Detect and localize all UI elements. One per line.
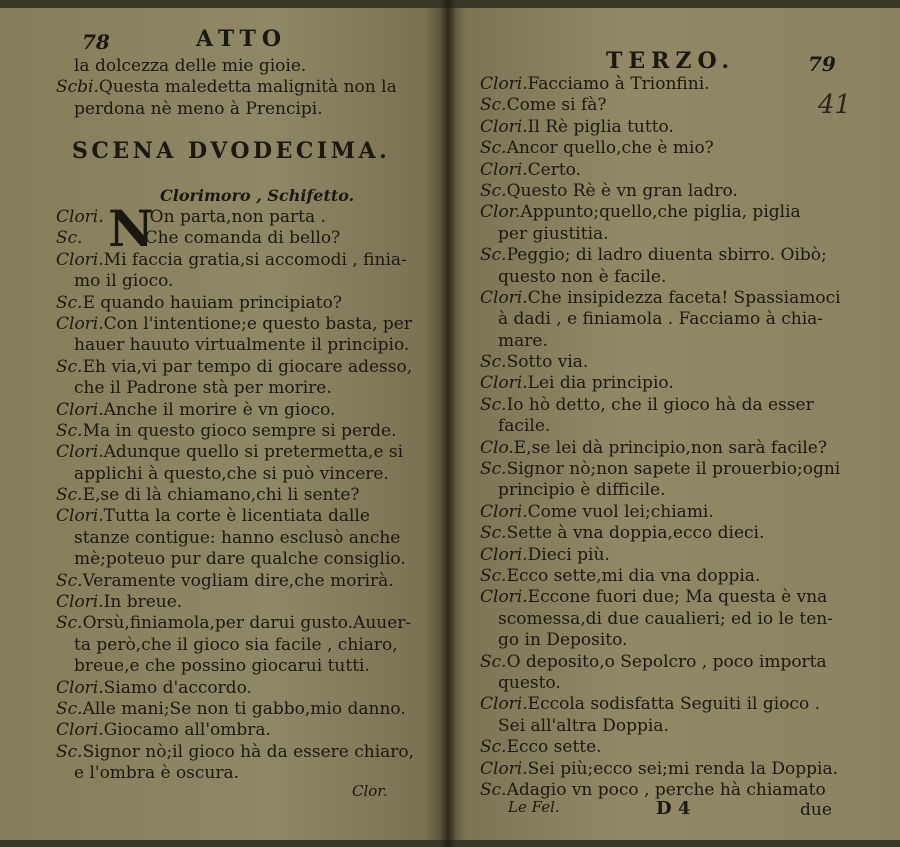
speaker-label: Clori. [56, 399, 104, 420]
line-text: la dolcezza delle mie gioie. [74, 56, 307, 76]
line-text: Signor nò;il gioco hà da essere chiaro, [82, 741, 415, 762]
line-text: Eccone fuori due; Ma questa è vna [527, 587, 828, 608]
line-text: Orsù,finiamola,per darui gusto.Auuer- [82, 613, 412, 634]
text-line [56, 77, 397, 98]
text-line [56, 378, 414, 399]
text-line [480, 160, 841, 181]
speaker-label: Sc. [56, 485, 83, 506]
line-text: Ma in questo gioco sempre si perde. [82, 420, 397, 441]
line-text: go in Deposito. [498, 630, 628, 651]
speaker-label: Sc. [480, 245, 507, 266]
line-text: Ecco sette. [506, 737, 602, 758]
text-line [56, 293, 414, 314]
speaker-label: Clori. [56, 442, 104, 463]
speaker-label: Clori. [56, 313, 104, 334]
line-text: mè;poteuo pur dare qualche consiglio. [74, 549, 406, 570]
text-line [56, 335, 414, 356]
text-line [56, 549, 414, 570]
text-line [480, 759, 841, 780]
dialogue-block [480, 74, 841, 801]
drop-capital: N [108, 199, 154, 258]
speaker-label: Sc. [56, 420, 83, 441]
text-line [480, 245, 841, 266]
line-text: Signor nò;non sapete il prouerbio;ogni [506, 459, 841, 480]
text-line [480, 502, 841, 523]
line-text: Io hò detto, che il gioco hà da esser [506, 394, 814, 415]
line-text: E quando hauiam principiato? [82, 292, 342, 313]
speaker-label: Sc. [480, 523, 507, 544]
line-text: perdona nè meno à Prencipi. [74, 98, 323, 119]
speaker-label: Sc. [56, 613, 83, 634]
text-line [56, 635, 414, 656]
text-line [56, 228, 414, 249]
text-line [480, 288, 841, 309]
text-line [480, 652, 841, 673]
footer-note: Le Fel. [508, 798, 560, 816]
line-text: Anche il morire è vn gioco. [103, 399, 336, 420]
handwritten-mark: 41 [818, 90, 852, 120]
speaker-label: Clori. [480, 159, 528, 180]
dialogue-block [56, 207, 414, 785]
line-text: facile. [498, 416, 551, 437]
line-text: Che comanda di bello? [144, 228, 341, 249]
text-line [480, 587, 841, 608]
speaker-label: Sc. [480, 352, 507, 373]
text-line [480, 673, 841, 694]
speaker-label: Clori. [480, 501, 528, 522]
speaker-label: Sc. [480, 737, 507, 758]
text-line [480, 716, 841, 737]
text-line [56, 421, 414, 442]
line-text: O deposito,o Sepolcro , poco importa [506, 651, 827, 672]
text-line [480, 630, 841, 651]
line-text: Che insipidezza faceta! Spassiamoci [527, 287, 841, 308]
line-text: Sei più;ecco sei;mi renda la Doppia. [527, 758, 838, 779]
line-text: Giocamo all'ombra. [103, 720, 271, 741]
text-line [480, 737, 841, 758]
speaker-label: Clori. [56, 249, 104, 270]
line-text: Ecco sette,mi dia vna doppia. [506, 565, 761, 586]
speaker-label: Clori. [480, 758, 528, 779]
text-line [56, 592, 414, 613]
line-text: mo il gioco. [74, 271, 174, 292]
catchword: Clor. [352, 782, 388, 800]
line-text: Il Rè piglia tutto. [527, 116, 674, 137]
text-line [480, 74, 841, 95]
line-text: e l'ombra è oscura. [74, 763, 240, 784]
speaker-label: Clori. [56, 677, 104, 698]
speaker-label: Sc. [56, 228, 83, 249]
text-line [56, 678, 414, 699]
line-text: per giustitia. [498, 223, 609, 244]
text-line [480, 95, 841, 116]
line-text: Veramente vogliam dire,che morirà. [82, 570, 394, 591]
page-number: 78 [82, 30, 110, 54]
line-text: Lei dia principio. [527, 373, 674, 394]
text-line [56, 656, 414, 677]
speaker-label: Clori. [480, 74, 528, 94]
speaker-label: Clori. [480, 544, 528, 565]
text-line [480, 523, 841, 544]
line-text: Eh via,vi par tempo di giocare adesso, [82, 356, 413, 377]
speaker-label: Sc. [480, 779, 507, 800]
line-text: Con l'intentione;e questo basta, per [103, 313, 412, 334]
text-line [480, 566, 841, 587]
line-text: Mi faccia gratia,si accomodi , finia- [103, 249, 407, 270]
text-line [480, 181, 841, 202]
line-text: Eccola sodisfatta Seguiti il gioco . [527, 694, 820, 715]
line-text: Alle mani;Se non ti gabbo,mio danno. [82, 698, 406, 719]
line-text: Questa maledetta malignità non la [98, 77, 397, 98]
line-text: che il Padrone stà per morire. [74, 378, 332, 399]
text-line [56, 506, 414, 527]
text-line [56, 250, 414, 271]
speaker-label: Sc. [56, 356, 83, 377]
text-line [56, 400, 414, 421]
speaker-label: Clori. [56, 720, 104, 741]
text-line [480, 545, 841, 566]
text-line [56, 56, 397, 77]
speaker-label: Clori. [480, 694, 528, 715]
speaker-label: Sc. [480, 459, 507, 480]
signature-mark: D 4 [656, 798, 691, 819]
text-line [56, 528, 414, 549]
speaker-label: Clori. [480, 373, 528, 394]
line-text: Appunto;quello,che piglia, piglia [520, 202, 801, 223]
line-text: principio è difficile. [498, 480, 666, 501]
right-page [448, 8, 900, 840]
speaker-label: Clori. [56, 592, 104, 613]
line-text: hauer hauuto virtualmente il principio. [74, 335, 410, 356]
scene-persons: Clorimoro , Schifetto. [160, 186, 355, 205]
left-page [0, 8, 448, 840]
text-line [480, 202, 841, 223]
speaker-label: Scbi. [56, 77, 99, 98]
line-text: Ancor quello,che è mio? [506, 138, 714, 159]
text-line [56, 99, 397, 120]
line-text: Come si fà? [506, 95, 607, 116]
speaker-label: Clor. [480, 202, 521, 223]
book-gutter [440, 0, 456, 847]
text-line [480, 224, 841, 245]
line-text: Certo. [527, 159, 582, 180]
speaker-label: Clori. [56, 207, 104, 227]
text-line [56, 357, 414, 378]
line-text: Adunque quello si pretermetta,e si [103, 442, 404, 463]
line-text: Tutta la corte è licentiata dalle [103, 506, 370, 527]
speaker-label: Sc. [480, 651, 507, 672]
line-text: Peggio; di ladro diuenta sbirro. Oibò; [506, 245, 827, 266]
line-text: E,se lei dà principio,non sarà facile? [513, 437, 827, 458]
line-text: Adagio vn poco , perche hà chiamato [506, 779, 826, 800]
speaker-label: Sc. [56, 698, 83, 719]
line-text: Dieci più. [527, 544, 610, 565]
text-line [480, 373, 841, 394]
text-line [480, 438, 841, 459]
text-line [480, 609, 841, 630]
line-text: E,se di là chiamano,chi li sente? [82, 485, 360, 506]
text-line [480, 416, 841, 437]
text-line [480, 395, 841, 416]
text-line [480, 309, 841, 330]
line-text: applichi à questo,che si può vincere. [74, 463, 389, 484]
line-text: Sotto via. [506, 352, 589, 373]
text-line [56, 442, 414, 463]
text-line [56, 464, 414, 485]
line-text: Questo Rè è vn gran ladro. [506, 180, 738, 201]
speaker-label: Sc. [480, 565, 507, 586]
line-text: mare. [498, 330, 548, 351]
text-line [480, 138, 841, 159]
line-text: stanze contigue: hanno esclusò anche [74, 527, 401, 548]
running-header: ATTO [196, 26, 287, 52]
line-text: Come vuol lei;chiami. [527, 501, 714, 522]
text-line [480, 480, 841, 501]
speaker-label: Clori. [56, 506, 104, 527]
speaker-label: Sc. [56, 570, 83, 591]
text-line [56, 699, 414, 720]
text-line [56, 742, 414, 763]
line-text: Facciamo à Trionfini. [527, 74, 710, 94]
text-line [56, 207, 414, 228]
text-line [56, 271, 414, 292]
text-line [56, 485, 414, 506]
text-line [480, 459, 841, 480]
speaker-label: Clo. [480, 437, 514, 458]
speaker-label: Sc. [480, 180, 507, 201]
catchword: due [800, 800, 832, 820]
top-lines [56, 56, 397, 120]
text-line [56, 613, 414, 634]
text-line [56, 314, 414, 335]
text-line [480, 117, 841, 138]
text-line [56, 720, 414, 741]
speaker-label: Sc. [56, 741, 83, 762]
running-header: TERZO. [606, 48, 736, 74]
scene-title: SCENA DVODECIMA. [72, 138, 391, 164]
line-text: In breue. [103, 592, 183, 613]
page-number: 79 [808, 52, 836, 76]
line-text: Siamo d'accordo. [103, 677, 252, 698]
line-text: scomessa,di due caualieri; ed io le ten- [498, 608, 833, 629]
line-text: Sette à vna doppia,ecco dieci. [506, 523, 765, 544]
text-line [480, 331, 841, 352]
line-text: ta però,che il gioco sia facile , chiaro, [74, 634, 398, 655]
speaker-label: Clori. [480, 287, 528, 308]
speaker-label: Sc. [480, 95, 507, 116]
line-text: à dadi , e finiamola . Facciamo à chia- [498, 309, 824, 330]
line-text: questo non è facile. [498, 266, 667, 287]
line-text: On parta,non parta . [149, 207, 326, 227]
speaker-label: Sc. [480, 138, 507, 159]
text-line [480, 352, 841, 373]
text-line [480, 267, 841, 288]
line-text: questo. [498, 672, 561, 693]
line-text: breue,e che possino giocarui tutti. [74, 656, 370, 677]
text-line [480, 694, 841, 715]
speaker-label: Sc. [56, 292, 83, 313]
speaker-label: Clori. [480, 116, 528, 137]
speaker-label: Clori. [480, 587, 528, 608]
speaker-label: Sc. [480, 394, 507, 415]
text-line [56, 571, 414, 592]
line-text: Sei all'altra Doppia. [498, 715, 669, 736]
